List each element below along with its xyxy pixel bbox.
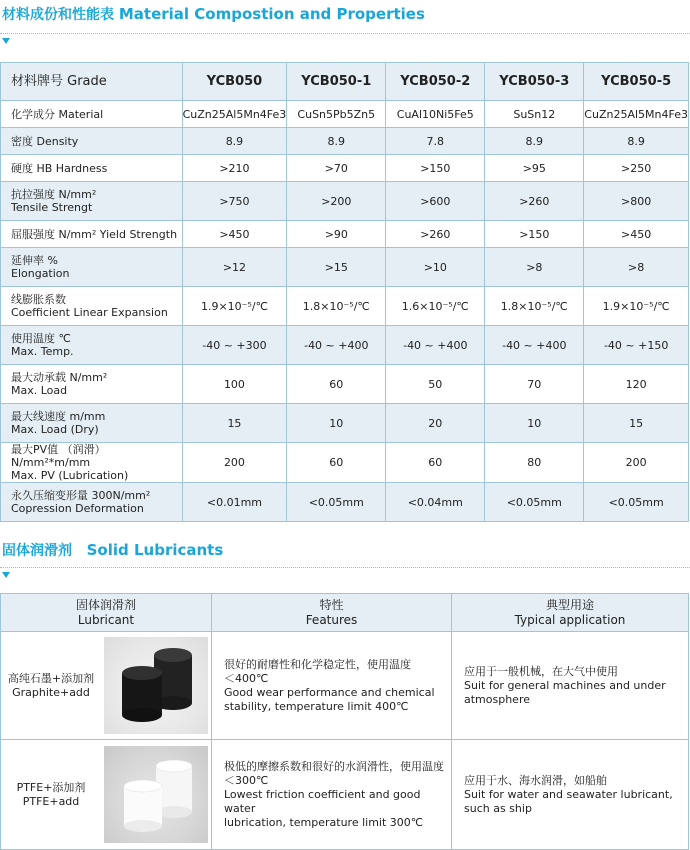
application-text <box>452 632 689 740</box>
cell: CuSn5Pb5Zn5 <box>287 101 386 128</box>
feature-cn: ＜400℃ <box>224 671 269 685</box>
table-row <box>1 182 689 221</box>
table-row <box>1 326 689 365</box>
cell: >8 <box>584 248 689 287</box>
row-label-cn: 化学成分 Material <box>11 107 104 121</box>
sample-photo <box>104 746 208 843</box>
cell: <0.05mm <box>287 483 386 522</box>
row-label <box>1 287 183 326</box>
feature-en: Good wear performance and chemical <box>224 685 435 699</box>
table-row <box>1 404 689 443</box>
sample-photo <box>104 637 208 734</box>
cell: -40 ~ +150 <box>584 326 689 365</box>
cell: 8.9 <box>182 128 287 155</box>
cell: 8.9 <box>584 128 689 155</box>
grade-header: YCB050 <box>182 63 287 101</box>
cell: 60 <box>287 365 386 404</box>
header-en: Features <box>305 612 358 627</box>
cell: >150 <box>386 155 485 182</box>
table-row <box>1 128 689 155</box>
grade-header: YCB050-1 <box>287 63 386 101</box>
cell: <0.04mm <box>386 483 485 522</box>
ptfe-cylinders-image <box>104 746 208 843</box>
section-title-en: Solid Lubricants <box>86 541 224 559</box>
cell: >12 <box>182 248 287 287</box>
application-en: atmosphere <box>464 692 530 706</box>
row-label-en: Copression Deformation <box>11 502 144 515</box>
feature-en: lubrication, temperature limit 300℃ <box>224 815 424 829</box>
cell: 10 <box>287 404 386 443</box>
feature-text <box>212 740 452 850</box>
cell: 15 <box>182 404 287 443</box>
cell: 200 <box>182 443 287 483</box>
feature-cn: 极低的摩擦系数和很好的水润滑性，使用温度 <box>224 759 444 773</box>
cell: >260 <box>386 221 485 248</box>
cell: >260 <box>485 182 584 221</box>
name-en: Graphite+add <box>12 685 90 699</box>
section-title-cn: 材料成份和性能表 <box>2 7 114 23</box>
cell: <0.05mm <box>584 483 689 522</box>
cell: -40 ~ +400 <box>386 326 485 365</box>
lubricants-header-row <box>1 594 689 632</box>
cell: >450 <box>584 221 689 248</box>
application-cn: 应用于水、海水润滑，如船舶 <box>464 773 607 787</box>
application-en: Suit for general machines and under <box>464 678 666 692</box>
cell: 1.8×10⁻⁵/℃ <box>287 287 386 326</box>
table-row <box>1 443 689 483</box>
cell: <0.05mm <box>485 483 584 522</box>
header-cn: 固体润滑剂 <box>75 597 136 612</box>
name-cn: PTFE+添加剂 <box>16 780 86 794</box>
row-label <box>1 404 183 443</box>
cell: CuZn25Al5Mn4Fe3 <box>584 101 689 128</box>
cell: >15 <box>287 248 386 287</box>
row-label-en: Max. Temp. <box>11 345 74 358</box>
row-label-en: Max. PV (Lubrication) <box>11 469 129 482</box>
row-label-cn: 延伸率 % <box>11 254 58 267</box>
cell: 60 <box>287 443 386 483</box>
row-label-cn: 最大动承载 N/mm² <box>11 371 108 384</box>
row-label <box>1 326 183 365</box>
properties-header-row <box>1 63 689 101</box>
section-title-cn: 固体润滑剂 <box>2 543 72 559</box>
row-label-cn: 最大线速度 m/mm <box>11 410 106 423</box>
divider <box>0 33 690 34</box>
cell: >800 <box>584 182 689 221</box>
lubricant-header <box>1 594 212 632</box>
cell: >90 <box>287 221 386 248</box>
row-label-cn: 线膨胀系数 <box>11 293 66 306</box>
cell: 60 <box>386 443 485 483</box>
cell: 200 <box>584 443 689 483</box>
cell: >200 <box>287 182 386 221</box>
ptfe-sample-image <box>101 740 212 850</box>
cell: 1.6×10⁻⁵/℃ <box>386 287 485 326</box>
table-row <box>1 365 689 404</box>
cell: -40 ~ +400 <box>287 326 386 365</box>
row-label <box>1 483 183 522</box>
application-en: such as ship <box>464 801 532 815</box>
front-cylinder <box>124 780 162 832</box>
cell: >750 <box>182 182 287 221</box>
cell: 10 <box>485 404 584 443</box>
cell: >250 <box>584 155 689 182</box>
table-row <box>1 248 689 287</box>
header-cn: 特性 <box>319 597 344 612</box>
front-cylinder <box>122 666 162 722</box>
feature-cn: 很好的耐磨性和化学稳定性，使用温度 <box>224 657 411 671</box>
application-text <box>452 740 689 850</box>
row-label-en: Max. Load (Dry) <box>11 423 99 436</box>
application-en: Suit for water and seawater lubricant, <box>464 787 673 801</box>
cell: -40 ~ +300 <box>182 326 287 365</box>
application-cn: 应用于一般机械，在大气中使用 <box>464 664 618 678</box>
feature-text <box>212 632 452 740</box>
lubricant-name <box>1 632 102 740</box>
cell: >150 <box>485 221 584 248</box>
cell: -40 ~ +400 <box>485 326 584 365</box>
table-row <box>1 155 689 182</box>
row-label-cn: 密度 Density <box>11 134 79 148</box>
cell: SuSn12 <box>485 101 584 128</box>
cell: 120 <box>584 365 689 404</box>
cell: >10 <box>386 248 485 287</box>
cell: CuAl10Ni5Fe5 <box>386 101 485 128</box>
properties-table <box>0 62 689 522</box>
divider <box>0 567 690 568</box>
table-row <box>1 740 689 850</box>
cell: 20 <box>386 404 485 443</box>
cell: 100 <box>182 365 287 404</box>
row-label-cn: 抗拉强度 N/mm² <box>11 188 97 201</box>
grade-header-label: 材料牌号 Grade <box>1 63 183 101</box>
row-label <box>1 365 183 404</box>
row-label-en: Coefficient Linear Expansion <box>11 306 168 319</box>
grade-header: YCB050-5 <box>584 63 689 101</box>
feature-en: Lowest friction coefficient and good water <box>224 787 421 815</box>
row-label <box>1 248 183 287</box>
row-label-cn: 硬度 HB Hardness <box>11 161 108 175</box>
table-row <box>1 101 689 128</box>
row-label <box>1 443 183 483</box>
graphite-sample-image <box>101 632 212 740</box>
feature-cn: ＜300℃ <box>224 773 269 787</box>
header-cn: 典型用途 <box>545 597 594 612</box>
table-row <box>1 287 689 326</box>
cell: 1.8×10⁻⁵/℃ <box>485 287 584 326</box>
row-label <box>1 101 183 128</box>
header-en: Typical application <box>514 612 626 627</box>
row-label <box>1 221 183 248</box>
row-label-cn: 最大PV值 （润滑）N/mm²*m/mm <box>11 443 106 469</box>
grade-header: YCB050-3 <box>485 63 584 101</box>
cell: 50 <box>386 365 485 404</box>
cell: 1.9×10⁻⁵/℃ <box>584 287 689 326</box>
cell: >95 <box>485 155 584 182</box>
row-label-en: Elongation <box>11 267 70 280</box>
cell: <0.01mm <box>182 483 287 522</box>
graphite-cylinders-image <box>104 637 208 734</box>
section-title-en: Material Compostion and Properties <box>118 5 425 23</box>
lubricant-name <box>1 740 102 850</box>
cell: 8.9 <box>287 128 386 155</box>
row-label <box>1 182 183 221</box>
grade-header: YCB050-2 <box>386 63 485 101</box>
row-label <box>1 128 183 155</box>
cell: 70 <box>485 365 584 404</box>
row-label-en: Max. Load <box>11 384 68 397</box>
cell: >70 <box>287 155 386 182</box>
lubricants-table <box>0 593 689 850</box>
triangle-marker-icon <box>2 38 10 44</box>
cell: 80 <box>485 443 584 483</box>
cell: 8.9 <box>485 128 584 155</box>
cell: 1.9×10⁻⁵/℃ <box>182 287 287 326</box>
table-row <box>1 632 689 740</box>
row-label-en: Tensile Strengt <box>11 201 93 214</box>
row-label <box>1 155 183 182</box>
header-en: Lubricant <box>77 612 135 627</box>
row-label-cn: 使用温度 ℃ <box>11 332 71 345</box>
features-header <box>212 594 452 632</box>
cell: >8 <box>485 248 584 287</box>
name-en: PTFE+add <box>22 794 80 808</box>
cell: >210 <box>182 155 287 182</box>
cell: >600 <box>386 182 485 221</box>
row-label-cn: 永久压缩变形量 300N/mm² <box>11 489 151 502</box>
section-title-lubricants <box>2 540 223 560</box>
application-header <box>452 594 689 632</box>
table-row <box>1 483 689 522</box>
section-title-properties <box>2 4 425 24</box>
name-cn: 高纯石墨+添加剂 <box>7 671 95 685</box>
feature-en: stability, temperature limit 400℃ <box>224 699 409 713</box>
row-label-cn: 屈服强度 N/mm² Yield Strength <box>11 227 178 241</box>
cell: 7.8 <box>386 128 485 155</box>
table-row <box>1 221 689 248</box>
triangle-marker-icon <box>2 572 10 578</box>
cell: >450 <box>182 221 287 248</box>
cell: 15 <box>584 404 689 443</box>
cell: CuZn25Al5Mn4Fe3 <box>182 101 287 128</box>
